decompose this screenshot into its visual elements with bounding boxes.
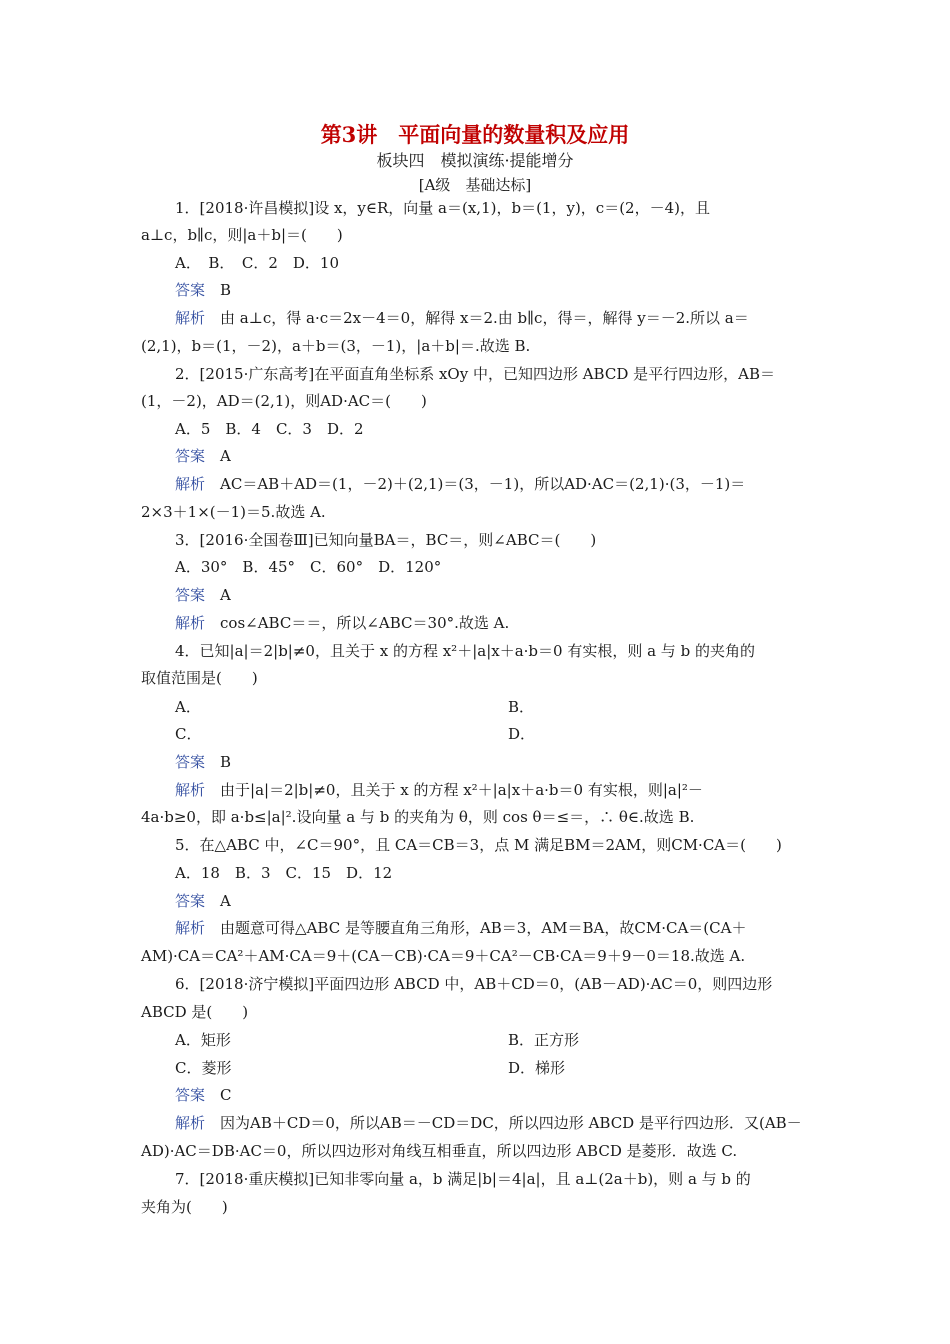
q3-options: A．30° B．45° C．60° D．120°	[175, 558, 442, 576]
q7-stem-line2: 夹角为( )	[141, 1198, 228, 1216]
q1-stem-line1: 1．[2018·许昌模拟]设 x，y∈R，向量 a＝(x,1)，b＝(1，y)，c＝(2，－4)，且	[175, 199, 710, 217]
q4-answer-line	[175, 752, 815, 772]
q6-option-b: B．正方形	[508, 1031, 580, 1049]
analysis-label: 解析	[175, 1114, 206, 1132]
q7-stem-line1: 7．[2018·重庆模拟]已知非零向量 a，b 满足|b|＝4|a|，且 a⊥(2a＋b)，则 a 与 b 的	[175, 1170, 751, 1188]
answer-label: 答案	[175, 753, 206, 771]
q4-option-b: B．	[508, 698, 535, 716]
analysis-label: 解析	[175, 919, 206, 937]
q1-options: A． B． C．2 D．10	[175, 254, 339, 272]
q5-options: A．18 B．3 C．15 D．12	[175, 864, 393, 882]
q3-answer-line	[175, 585, 815, 605]
page-title: 第3讲 平面向量的数量积及应用	[320, 122, 630, 147]
answer-label: 答案	[175, 447, 206, 465]
answer-label: 答案	[175, 1086, 206, 1104]
q4-option-a: A．	[175, 698, 201, 716]
answer-label: 答案	[175, 892, 206, 910]
q6-option-d: D．梯形	[508, 1059, 566, 1077]
q6-answer: C	[220, 1086, 232, 1104]
q2-options: A．5 B．4 C．3 D．2	[175, 420, 364, 438]
analysis-label: 解析	[175, 614, 206, 632]
q3-stem-line1: 3．[2016·全国卷Ⅲ]已知向量BA＝，BC＝，则∠ABC＝( )	[175, 531, 597, 549]
q1-analysis-line1: 解析 由 a⊥c，得 a·c＝2x－4＝0，解得 x＝2.由 b∥c，得＝，解得 y＝－2.所以 a＝	[175, 309, 749, 327]
q2-stem-line1: 2．[2015·广东高考]在平面直角坐标系 xOy 中，已知四边形 ABCD 是平行四边形，AB＝	[175, 365, 775, 383]
q1-stem-line2: a⊥c，b∥c，则|a＋b|＝( )	[141, 226, 343, 244]
q6-stem-line2: ABCD 是( )	[141, 1003, 249, 1021]
q6-stem-line1: 6．[2018·济宁模拟]平面四边形 ABCD 中，AB＋CD＝0，(AB－AD)·AC＝0，则四边形	[175, 975, 773, 993]
q6-option-c: C．菱形	[175, 1059, 232, 1077]
q4-stem-line1: 4．已知|a|＝2|b|≠0，且关于 x 的方程 x²＋|a|x＋a·b＝0 有实根，则 a 与 b 的夹角的	[175, 642, 755, 660]
q6-analysis-line1: 解析 因为AB＋CD＝0，所以AB＝－CD＝DC，所以四边形 ABCD 是平行四边形．又(AB－	[175, 1114, 802, 1132]
module-subtitle: 板块四 模拟演练·提能增分	[376, 151, 574, 170]
q6-answer-line	[175, 1085, 815, 1105]
q4-option-d: D．	[508, 725, 536, 743]
q5-analysis-line1: 解析 由题意可得△ABC 是等腰直角三角形，AB＝3，AM＝BA，故CM·CA＝(CA＋	[175, 919, 747, 937]
q6-analysis-line2: AD)·AC＝DB·AC＝0，所以四边形对角线互相垂直，所以四边形 ABCD 是菱形．故选 C.	[141, 1142, 738, 1160]
level-heading: [A级 基础达标]	[418, 176, 532, 194]
q1-answer-line	[175, 280, 815, 300]
q1-answer: B	[220, 281, 232, 299]
q4-analysis-line1: 解析 由于|a|＝2|b|≠0，且关于 x 的方程 x²＋|a|x＋a·b＝0 有实根，则|a|²－	[175, 781, 703, 799]
q2-analysis-line2: 2×3＋1×(－1)＝5.故选 A.	[141, 503, 326, 521]
q5-answer: A	[220, 892, 231, 910]
q5-analysis-line2: AM)·CA＝CA²＋AM·CA＝9＋(CA－CB)·CA＝9＋CA²－CB·CA＝9＋9－0＝18.故选 A.	[141, 947, 746, 965]
q4-analysis-line2: 4a·b≥0，即 a·b≤|a|².设向量 a 与 b 的夹角为 θ，则 cos θ＝≤＝，∴ θ∈.故选 B.	[141, 808, 695, 826]
q6-option-a: A．矩形	[175, 1031, 231, 1049]
q4-option-c: C．	[175, 725, 202, 743]
q3-answer: A	[220, 586, 231, 604]
q2-stem-line2: (1，－2)，AD＝(2,1)，则AD·AC＝( )	[141, 392, 427, 410]
q2-answer: A	[220, 447, 231, 465]
q4-answer: B	[220, 753, 232, 771]
q5-stem-line1: 5．在△ABC 中，∠C＝90°，且 CA＝CB＝3，点 M 满足BM＝2AM，则CM·CA＝( )	[175, 836, 782, 854]
answer-label: 答案	[175, 281, 206, 299]
q2-answer-line	[175, 446, 815, 466]
answer-label: 答案	[175, 586, 206, 604]
analysis-label: 解析	[175, 475, 206, 493]
q1-analysis-line2: (2,1)，b＝(1，－2)，a＋b＝(3，－1)，|a＋b|＝.故选 B.	[141, 337, 531, 355]
q5-answer-line	[175, 891, 815, 911]
analysis-label: 解析	[175, 309, 206, 327]
q4-stem-line2: 取值范围是( )	[141, 669, 258, 687]
q3-analysis-line1: 解析 cos∠ABC＝＝，所以∠ABC＝30°.故选 A.	[175, 614, 510, 632]
q2-analysis-line1: 解析 AC＝AB＋AD＝(1，－2)＋(2,1)＝(3，－1)，所以AD·AC＝(2,1)·(3，－1)＝	[175, 475, 746, 493]
analysis-label: 解析	[175, 781, 206, 799]
